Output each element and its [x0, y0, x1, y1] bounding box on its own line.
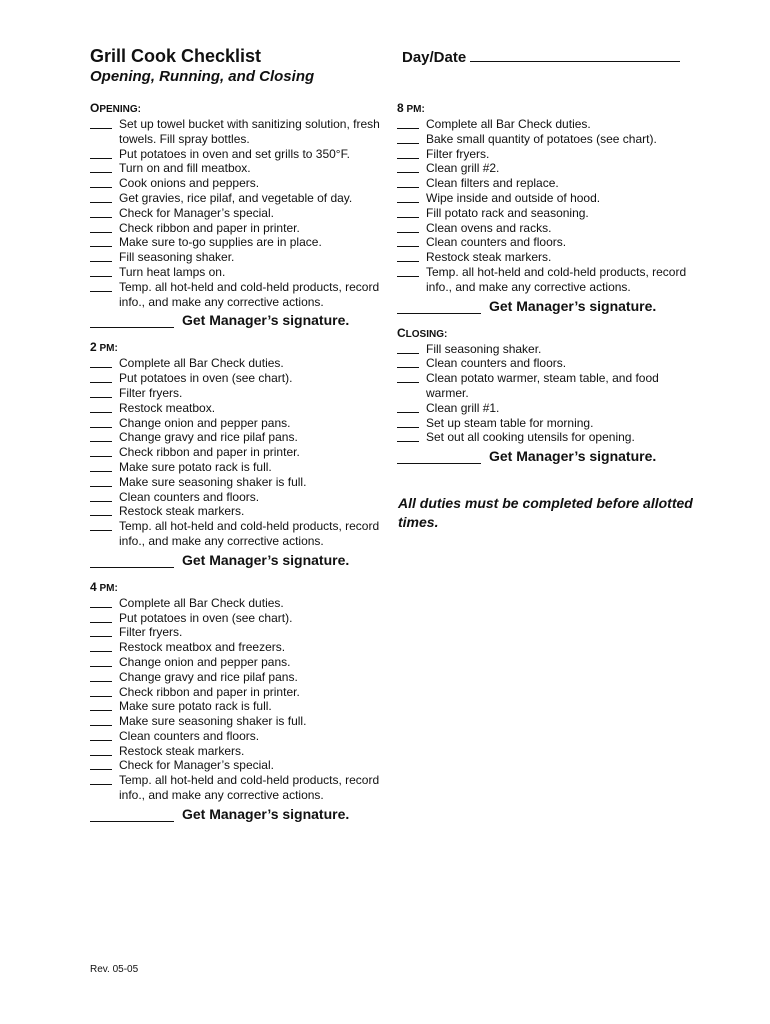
- check-blank[interactable]: [90, 191, 112, 203]
- check-blank[interactable]: [397, 161, 419, 173]
- checklist-item: [397, 430, 697, 445]
- section-heading-rest: PM:: [403, 104, 425, 115]
- checklist-item-text: Turn heat lamps on.: [119, 264, 226, 279]
- checklist-item: [397, 161, 697, 176]
- check-blank[interactable]: [90, 655, 112, 667]
- checklist-item-text: Temp. all hot-held and cold-held products, record info., and make any corrective actions.: [119, 279, 380, 309]
- check-blank[interactable]: [90, 519, 112, 531]
- checklist-item-text: Filter fryers.: [426, 146, 490, 161]
- checklist-item-text: Temp. all hot-held and cold-held products, record info., and make any corrective actions.: [119, 773, 380, 803]
- checklist-item: [397, 416, 697, 431]
- checklist-item: [90, 445, 390, 460]
- manager-signature: [90, 552, 390, 568]
- checklist-item: [397, 147, 697, 162]
- checklist-item-text: Change gravy and rice pilaf pans.: [119, 430, 298, 445]
- check-blank[interactable]: [90, 504, 112, 516]
- check-blank[interactable]: [90, 699, 112, 711]
- check-blank[interactable]: [90, 235, 112, 247]
- checklist-item-text: Restock steak markers.: [426, 250, 552, 265]
- check-blank[interactable]: [90, 206, 112, 218]
- section-heading-rest: PM:: [96, 582, 118, 594]
- checklist-item: [90, 161, 390, 176]
- checklist-item-text: Change onion and pepper pans.: [119, 415, 291, 430]
- check-blank[interactable]: [397, 206, 419, 218]
- check-blank[interactable]: [90, 744, 112, 756]
- check-blank[interactable]: [90, 117, 112, 129]
- checklist-item: [90, 773, 390, 803]
- signature-blank[interactable]: [90, 555, 174, 568]
- section-4pm: [90, 580, 390, 822]
- section-8pm: [397, 101, 697, 314]
- checklist-item: [90, 265, 390, 280]
- section-heading: [397, 326, 697, 340]
- check-blank[interactable]: [397, 221, 419, 233]
- checklist-item-text: Restock meatbox and freezers.: [119, 640, 286, 655]
- check-blank[interactable]: [90, 430, 112, 442]
- checklist-item-text: Cook onions and peppers.: [119, 176, 260, 191]
- checklist-item-text: Make sure seasoning shaker is full.: [119, 474, 307, 489]
- section-closing: [397, 326, 697, 465]
- checklist-item-text: Clean counters and floors.: [119, 489, 260, 504]
- checklist-item-text: Check for Manager’s special.: [119, 758, 274, 773]
- checklist-item-text: Temp. all hot-held and cold-held products, record info., and make any corrective actions.: [426, 264, 687, 294]
- check-blank[interactable]: [90, 625, 112, 637]
- checklist-item: [90, 416, 390, 431]
- checklist-item-text: Make sure seasoning shaker is full.: [119, 714, 307, 729]
- checklist-item: [90, 685, 390, 700]
- section-heading: [90, 340, 390, 354]
- check-blank[interactable]: [397, 416, 419, 428]
- checklist-item: [397, 117, 697, 132]
- signature-blank[interactable]: [90, 809, 174, 822]
- checklist-item: [90, 758, 390, 773]
- section-heading: [397, 101, 697, 115]
- check-blank[interactable]: [397, 265, 419, 277]
- manager-signature: [397, 298, 697, 314]
- checklist-item: [397, 221, 697, 236]
- checklist-item: [90, 490, 390, 505]
- section-heading-rest: PENING:: [99, 104, 142, 115]
- checklist-item-text: Get gravies, rice pilaf, and vegetable of day.: [119, 190, 353, 205]
- checklist-item-text: Fill seasoning shaker.: [426, 341, 542, 356]
- checklist-item-text: Check ribbon and paper in printer.: [119, 684, 300, 699]
- check-blank[interactable]: [90, 401, 112, 413]
- checklist-item-text: Bake small quantity of potatoes (see chart).: [426, 131, 657, 146]
- checklist-item-text: Clean grill #2.: [426, 161, 500, 176]
- checklist-item: [397, 371, 697, 401]
- check-blank[interactable]: [397, 371, 419, 383]
- checklist-item-text: Clean counters and floors.: [426, 235, 567, 250]
- signature-blank[interactable]: [397, 451, 481, 464]
- checklist-item-text: Clean filters and replace.: [426, 176, 559, 191]
- section-heading: [90, 580, 390, 594]
- checklist-item: [90, 386, 390, 401]
- checklist-item-text: Set out all cooking utensils for opening.: [426, 430, 635, 445]
- checklist-item-text: Clean counters and floors.: [426, 356, 567, 371]
- check-blank[interactable]: [90, 596, 112, 608]
- checklist-item-text: Make sure potato rack is full.: [119, 459, 272, 474]
- check-blank[interactable]: [90, 176, 112, 188]
- check-blank[interactable]: [90, 670, 112, 682]
- checklist-item: [90, 611, 390, 626]
- checklist-item: [90, 176, 390, 191]
- checklist-item-text: Clean grill #1.: [426, 400, 500, 415]
- check-blank[interactable]: [90, 250, 112, 262]
- section-heading-initial: 4: [90, 579, 97, 594]
- manager-signature: [397, 448, 697, 464]
- check-blank[interactable]: [90, 280, 112, 292]
- checklist-item: [397, 191, 697, 206]
- check-blank[interactable]: [90, 416, 112, 428]
- section-heading-initial: 2: [90, 340, 97, 355]
- checklist-item-text: Put potatoes in oven (see chart).: [119, 610, 293, 625]
- checklist-item: [90, 519, 390, 549]
- checklist-item-text: Turn on and fill meatbox.: [119, 161, 251, 176]
- revision-label: Rev. 05-05: [90, 964, 139, 975]
- checklist-item: [397, 342, 697, 357]
- check-blank[interactable]: [397, 176, 419, 188]
- checklist-item: [90, 640, 390, 655]
- checklist-item: [397, 356, 697, 371]
- day-date-blank[interactable]: [470, 49, 680, 62]
- section-heading-rest: LOSING:: [405, 328, 448, 340]
- checklist-item: [90, 596, 390, 611]
- check-blank[interactable]: [397, 191, 419, 203]
- check-blank[interactable]: [90, 161, 112, 173]
- check-blank[interactable]: [397, 117, 419, 129]
- checklist-item-text: Filter fryers.: [119, 625, 183, 640]
- check-blank[interactable]: [397, 235, 419, 247]
- checklist-item: [90, 699, 390, 714]
- manager-signature: [90, 312, 390, 328]
- check-blank[interactable]: [90, 265, 112, 277]
- checklist-item-text: Complete all Bar Check duties.: [426, 117, 591, 131]
- checklist-item: [90, 117, 390, 147]
- signature-label: Get Manager’s signature.: [182, 312, 350, 329]
- checklist-item-text: Restock steak markers.: [119, 743, 245, 758]
- checklist-item: [90, 147, 390, 162]
- signature-label: Get Manager’s signature.: [489, 297, 657, 314]
- day-date-field: [402, 49, 680, 66]
- checklist-item: [90, 280, 390, 310]
- checklist-item: [397, 206, 697, 221]
- checklist-item: [397, 265, 697, 295]
- day-date-label: Day/Date: [402, 49, 467, 66]
- checklist-item-text: Wipe inside and outside of hood.: [426, 190, 601, 205]
- section-heading-rest: PM:: [96, 343, 118, 355]
- check-blank[interactable]: [90, 475, 112, 487]
- checklist-item: [397, 176, 697, 191]
- check-blank[interactable]: [90, 773, 112, 785]
- checklist-item: [90, 250, 390, 265]
- check-blank[interactable]: [90, 147, 112, 159]
- check-blank[interactable]: [90, 714, 112, 726]
- checklist-item-text: Put potatoes in oven and set grills to 350°F.: [119, 146, 350, 161]
- checklist-item: [90, 206, 390, 221]
- checklist-item-text: Check for Manager’s special.: [119, 205, 274, 220]
- checklist-item-text: Make sure to-go supplies are in place.: [119, 235, 322, 250]
- check-blank[interactable]: [397, 132, 419, 144]
- section-heading-initial: 8: [397, 101, 404, 115]
- check-blank[interactable]: [397, 430, 419, 442]
- checklist-item: [90, 191, 390, 206]
- checklist-item-text: Check ribbon and paper in printer.: [119, 445, 300, 460]
- right-column: [397, 101, 697, 464]
- checklist-item: [90, 744, 390, 759]
- section-heading-initial: O: [90, 101, 100, 115]
- check-blank[interactable]: [397, 342, 419, 354]
- checklist-item: [90, 221, 390, 236]
- checklist-item-text: Filter fryers.: [119, 385, 183, 400]
- checklist-item: [90, 235, 390, 250]
- checklist-item: [397, 132, 697, 147]
- checklist-item: [90, 460, 390, 475]
- checklist-item: [90, 655, 390, 670]
- check-blank[interactable]: [90, 460, 112, 472]
- section-heading: [90, 101, 390, 115]
- checklist-item-text: Put potatoes in oven (see chart).: [119, 371, 293, 386]
- checklist-item: [90, 714, 390, 729]
- checklist-item-text: Check ribbon and paper in printer.: [119, 220, 300, 235]
- check-blank[interactable]: [397, 147, 419, 159]
- checklist-item-text: Fill potato rack and seasoning.: [426, 205, 589, 220]
- checklist-item-text: Complete all Bar Check duties.: [119, 356, 284, 371]
- checklist-item-text: Change onion and pepper pans.: [119, 654, 291, 669]
- checklist-item: [90, 504, 390, 519]
- page-subtitle: Opening, Running, and Closing: [90, 68, 315, 85]
- checklist-item-text: Complete all Bar Check duties.: [119, 595, 284, 610]
- check-blank[interactable]: [90, 729, 112, 741]
- checklist-item-text: Restock meatbox.: [119, 400, 216, 415]
- check-blank[interactable]: [90, 356, 112, 368]
- completion-note: All duties must be completed before allotted times.: [398, 495, 693, 530]
- left-column: [90, 101, 390, 822]
- checklist-item: [90, 670, 390, 685]
- signature-label: Get Manager’s signature.: [489, 448, 657, 465]
- check-blank[interactable]: [90, 221, 112, 233]
- checklist-item: [90, 475, 390, 490]
- checklist-item-text: Fill seasoning shaker.: [119, 250, 235, 265]
- check-blank[interactable]: [90, 685, 112, 697]
- manager-signature: [90, 806, 390, 822]
- checklist-item-text: Clean ovens and racks.: [426, 220, 552, 235]
- page-title: Grill Cook Checklist: [90, 46, 262, 66]
- check-blank[interactable]: [397, 356, 419, 368]
- checklist-item: [90, 729, 390, 744]
- check-blank[interactable]: [90, 386, 112, 398]
- check-blank[interactable]: [397, 401, 419, 413]
- checklist-item-text: Restock steak markers.: [119, 504, 245, 519]
- section-2pm: [90, 340, 390, 567]
- signature-blank[interactable]: [397, 301, 481, 314]
- checklist-item: [90, 371, 390, 386]
- checklist-item: [90, 625, 390, 640]
- checklist-item: [397, 235, 697, 250]
- checklist-item-text: Clean potato warmer, steam table, and food warmer.: [426, 371, 659, 400]
- checklist-item: [90, 356, 390, 371]
- checklist-item-text: Clean counters and floors.: [119, 728, 260, 743]
- checklist-item: [90, 401, 390, 416]
- check-blank[interactable]: [397, 250, 419, 262]
- checklist-item-text: Change gravy and rice pilaf pans.: [119, 669, 298, 684]
- signature-label: Get Manager’s signature.: [182, 805, 350, 822]
- checklist-item: [90, 430, 390, 445]
- check-blank[interactable]: [90, 490, 112, 502]
- section-opening: [90, 101, 390, 328]
- signature-label: Get Manager’s signature.: [182, 551, 350, 568]
- signature-blank[interactable]: [90, 315, 174, 328]
- section-heading-initial: C: [397, 325, 406, 340]
- checklist-item: [397, 250, 697, 265]
- check-blank[interactable]: [90, 445, 112, 457]
- checklist-item-text: Set up towel bucket with sanitizing solution, fresh towels. Fill spray bottles.: [119, 117, 380, 146]
- checklist-item-text: Make sure potato rack is full.: [119, 699, 272, 714]
- check-blank[interactable]: [90, 758, 112, 770]
- check-blank[interactable]: [90, 640, 112, 652]
- check-blank[interactable]: [90, 371, 112, 383]
- checklist-item: [397, 401, 697, 416]
- check-blank[interactable]: [90, 611, 112, 623]
- checklist-item-text: Set up steam table for morning.: [426, 415, 594, 430]
- checklist-item-text: Temp. all hot-held and cold-held products, record info., and make any corrective actions.: [119, 519, 380, 548]
